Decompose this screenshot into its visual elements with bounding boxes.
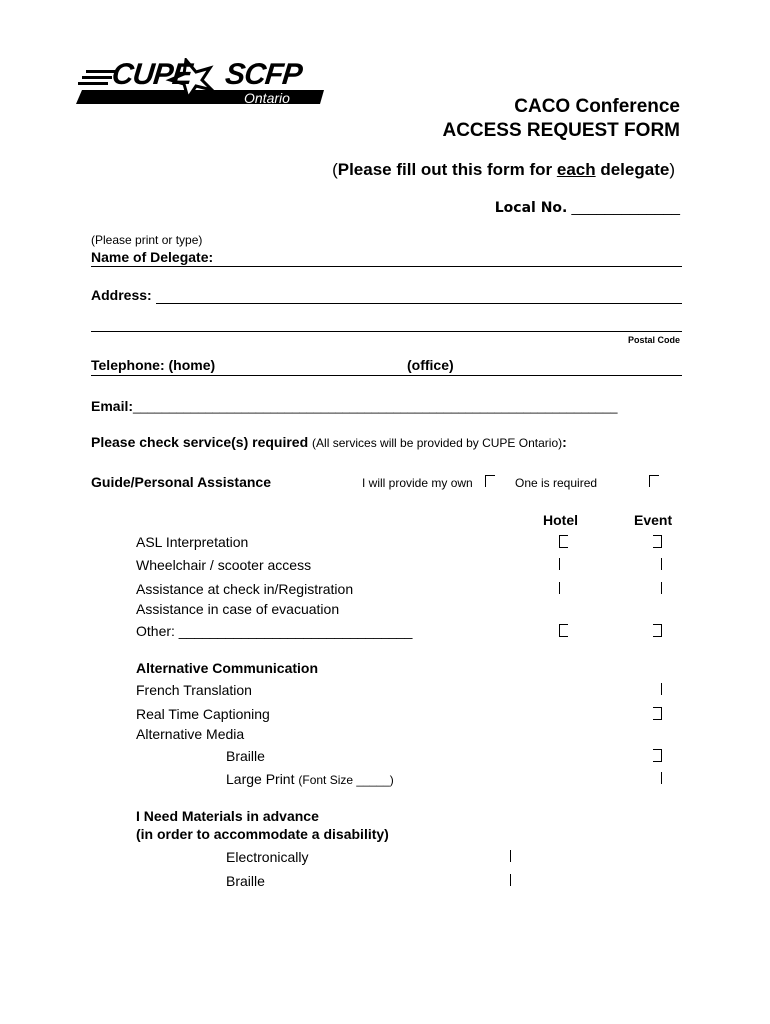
logo-text	[110, 58, 303, 92]
other-hotel-checkbox[interactable]	[559, 624, 568, 637]
services-heading-note: (All services will be provided by CUPE Ontario)	[312, 436, 563, 450]
wheelchair-hotel-checkbox[interactable]	[559, 558, 560, 570]
checkin-label: Assistance at check in/Registration	[136, 581, 354, 597]
checkin-event-checkbox[interactable]	[661, 582, 662, 594]
wheelchair-event-checkbox[interactable]	[661, 558, 662, 570]
telephone-field-line[interactable]	[91, 375, 682, 376]
guide-label: Guide/Personal Assistance	[91, 474, 271, 490]
materials-braille-checkbox[interactable]	[510, 874, 511, 886]
one-required-label: One is required	[515, 476, 598, 490]
instruction-text-end: delegate	[595, 160, 670, 179]
local-no[interactable]	[495, 199, 680, 216]
alt-braille-label: Braille	[226, 748, 265, 764]
event-column-header: Event	[634, 512, 673, 528]
large-print-row	[226, 771, 394, 787]
print-note: (Please print or type)	[91, 233, 203, 247]
instruction-each: each	[556, 160, 596, 179]
other-event-checkbox[interactable]	[653, 624, 662, 637]
email-field[interactable]: ___________________________________________________________________	[133, 399, 618, 414]
alt-media-label: Alternative Media	[136, 726, 245, 742]
one-required-checkbox[interactable]	[649, 475, 659, 487]
instruction-close: )	[669, 160, 675, 179]
email-row[interactable]	[91, 398, 617, 414]
electronic-label: Electronically	[226, 849, 309, 865]
form-title-line1: CACO Conference	[514, 96, 680, 117]
local-no-label: Local No.	[494, 200, 568, 216]
materials-heading-1: I Need Materials in advance	[136, 808, 319, 824]
local-no-field[interactable]: _____________	[571, 199, 680, 216]
wheelchair-label: Wheelchair / scooter access	[136, 557, 312, 573]
instruction-open: (	[332, 160, 338, 179]
instruction	[332, 160, 675, 180]
large-print-checkbox[interactable]	[661, 772, 662, 784]
materials-braille-label: Braille	[226, 873, 265, 889]
other-label[interactable]: Other: ______________________________	[136, 623, 413, 639]
evacuation-label: Assistance in case of evacuation	[136, 601, 340, 617]
font-size-field[interactable]: (Font Size _____)	[298, 773, 394, 787]
logo-ontario: Ontario	[244, 90, 290, 106]
captioning-label: Real Time Captioning	[136, 706, 270, 722]
services-heading-text: Please check service(s) required	[91, 434, 309, 450]
telephone-home-label: Telephone: (home)	[91, 357, 216, 373]
asl-event-checkbox[interactable]	[653, 535, 662, 548]
provide-own-checkbox[interactable]	[485, 475, 495, 487]
name-field-line[interactable]	[91, 266, 682, 267]
asl-label: ASL Interpretation	[136, 534, 249, 550]
logo-scfp: SCFP	[223, 58, 304, 91]
french-checkbox[interactable]	[661, 683, 662, 695]
postal-code-label: Postal Code	[627, 335, 680, 345]
telephone-office-label: (office)	[407, 357, 454, 373]
address-field-line-2[interactable]	[91, 331, 682, 332]
materials-heading-2: (in order to accommodate a disability)	[136, 826, 389, 842]
hotel-column-header: Hotel	[543, 512, 578, 528]
address-field-line[interactable]	[156, 303, 682, 304]
logo-cupe: CUPE	[110, 58, 194, 91]
address-label: Address:	[91, 287, 152, 303]
french-label: French Translation	[136, 682, 252, 698]
checkin-hotel-checkbox[interactable]	[559, 582, 560, 594]
captioning-checkbox[interactable]	[653, 707, 662, 720]
alt-braille-checkbox[interactable]	[653, 749, 662, 762]
name-label: Name of Delegate:	[91, 249, 214, 265]
instruction-text: Please fill out this form for	[337, 160, 557, 179]
cupe-logo	[76, 58, 324, 108]
large-print-label: Large Print	[226, 771, 295, 787]
electronic-checkbox[interactable]	[510, 850, 511, 862]
services-heading	[91, 434, 567, 450]
alt-comm-heading: Alternative Communication	[136, 660, 319, 676]
services-heading-colon: :	[562, 434, 567, 450]
form-title-line2: ACCESS REQUEST FORM	[442, 120, 680, 141]
asl-hotel-checkbox[interactable]	[559, 535, 568, 548]
email-label: Email:	[91, 398, 134, 414]
provide-own-label: I will provide my own	[362, 476, 473, 490]
